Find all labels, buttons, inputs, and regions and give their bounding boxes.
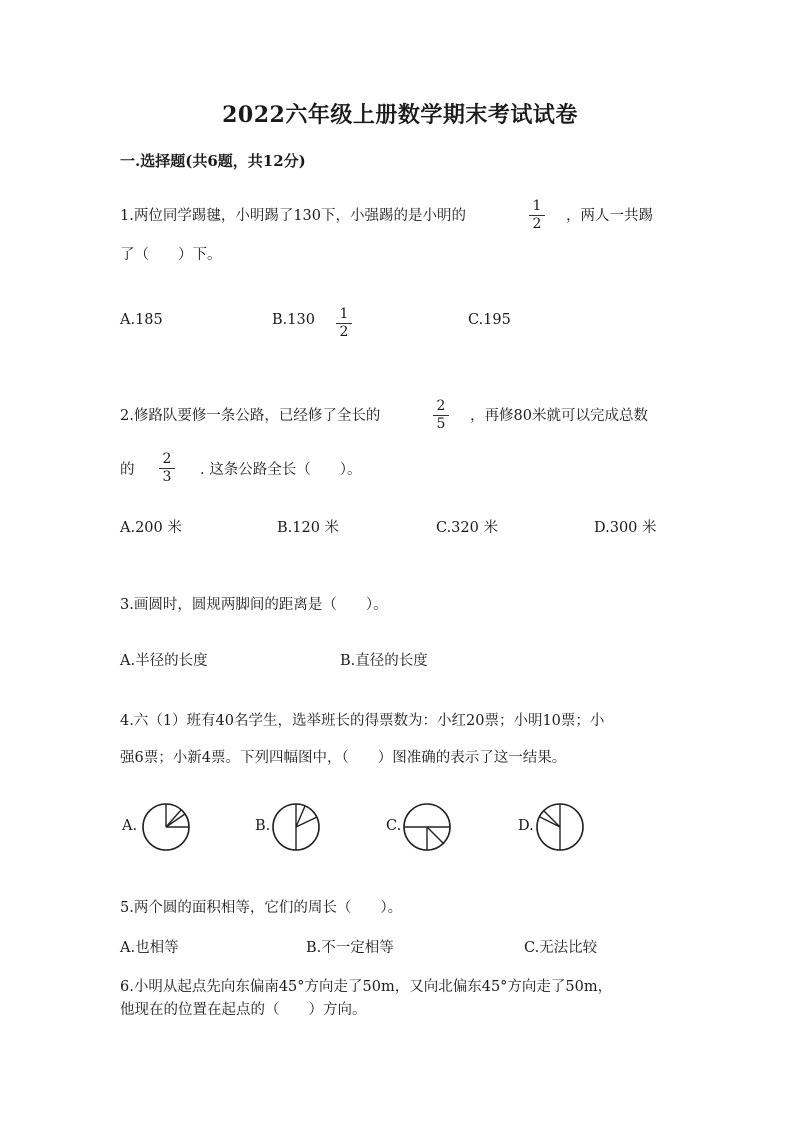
q4-option-d-pie-chart[interactable] — [535, 802, 585, 852]
q1-option-b[interactable]: B.130 — [272, 312, 315, 328]
q3-option-b[interactable]: B.直径的长度 — [340, 653, 428, 669]
q4-option-a-label[interactable]: A. — [122, 818, 138, 834]
q1-fraction-numerator: 1 — [532, 198, 542, 214]
q1-text-part1: 1.两位同学踢毽，小明踢了130下，小强踢的是小明的 — [120, 208, 467, 224]
q4-option-c-label[interactable]: C. — [386, 818, 402, 834]
q1-option-a[interactable]: A.185 — [120, 312, 163, 328]
q2-fraction-2-denominator: 3 — [162, 469, 172, 485]
page-title: 2022六年级上册数学期末考试试卷 — [222, 102, 578, 128]
q2-fraction-2-numerator: 2 — [162, 451, 172, 467]
q6-text-line1: 6.小明从起点先向东偏南45°方向走了50m，又向北偏东45°方向走了50m， — [120, 979, 613, 995]
q2-option-a[interactable]: A.200 米 — [120, 520, 182, 536]
q2-fraction-1-numerator: 2 — [436, 398, 446, 414]
q2-fraction-2 — [157, 452, 177, 485]
q2-fraction-1 — [431, 399, 451, 432]
q1-option-b-fraction — [334, 307, 354, 340]
q2-option-c[interactable]: C.320 米 — [436, 520, 498, 536]
q1-text-line2: 了（ ）下。 — [120, 247, 222, 263]
q5-option-c[interactable]: C.无法比较 — [524, 940, 598, 956]
q5-option-a[interactable]: A.也相等 — [120, 940, 179, 956]
q2-text-line2-b: . 这条公路全长（ ）。 — [200, 462, 362, 478]
q1-option-b-denominator: 2 — [339, 324, 349, 340]
q4-option-b-pie-chart[interactable] — [271, 802, 321, 852]
q2-text-part2: ，再修80米就可以完成总数 — [470, 408, 648, 424]
q5-option-b[interactable]: B.不一定相等 — [306, 940, 394, 956]
q4-option-d-label[interactable]: D. — [518, 818, 534, 834]
q4-text-line1: 4.六（1）班有40名学生，选举班长的得票数为：小红20票；小明10票；小 — [120, 713, 605, 729]
q1-fraction-denominator: 2 — [532, 216, 542, 232]
q2-text-line2-a: 的 — [120, 462, 135, 478]
q2-option-b[interactable]: B.120 米 — [277, 520, 340, 536]
q4-text-line2: 强6票；小新4票。下列四幅图中，（ ）图准确的表示了这一结果。 — [120, 750, 567, 766]
q2-fraction-1-denominator: 5 — [436, 416, 446, 432]
q4-option-b-label[interactable]: B. — [255, 818, 271, 834]
q4-option-c-pie-chart[interactable] — [402, 802, 452, 852]
q1-option-b-numerator: 1 — [339, 306, 349, 322]
section-heading: 一.选择题(共6题，共12分) — [120, 152, 306, 170]
q1-fraction — [527, 199, 547, 232]
q3-text: 3.画圆时，圆规两脚间的距离是（ ）。 — [120, 597, 388, 613]
q4-option-a-pie-chart[interactable] — [141, 802, 191, 852]
q1-text-part2: ，两人一共踢 — [566, 208, 653, 224]
q2-option-d[interactable]: D.300 米 — [594, 520, 657, 536]
q6-text-line2: 他现在的位置在起点的（ ）方向。 — [120, 1002, 367, 1018]
q2-text-part1: 2.修路队要修一条公路，已经修了全长的 — [120, 408, 381, 424]
q1-option-c[interactable]: C.195 — [468, 312, 511, 328]
q3-option-a[interactable]: A.半径的长度 — [120, 653, 208, 669]
q5-text: 5.两个圆的面积相等，它们的周长（ ）。 — [120, 900, 403, 916]
